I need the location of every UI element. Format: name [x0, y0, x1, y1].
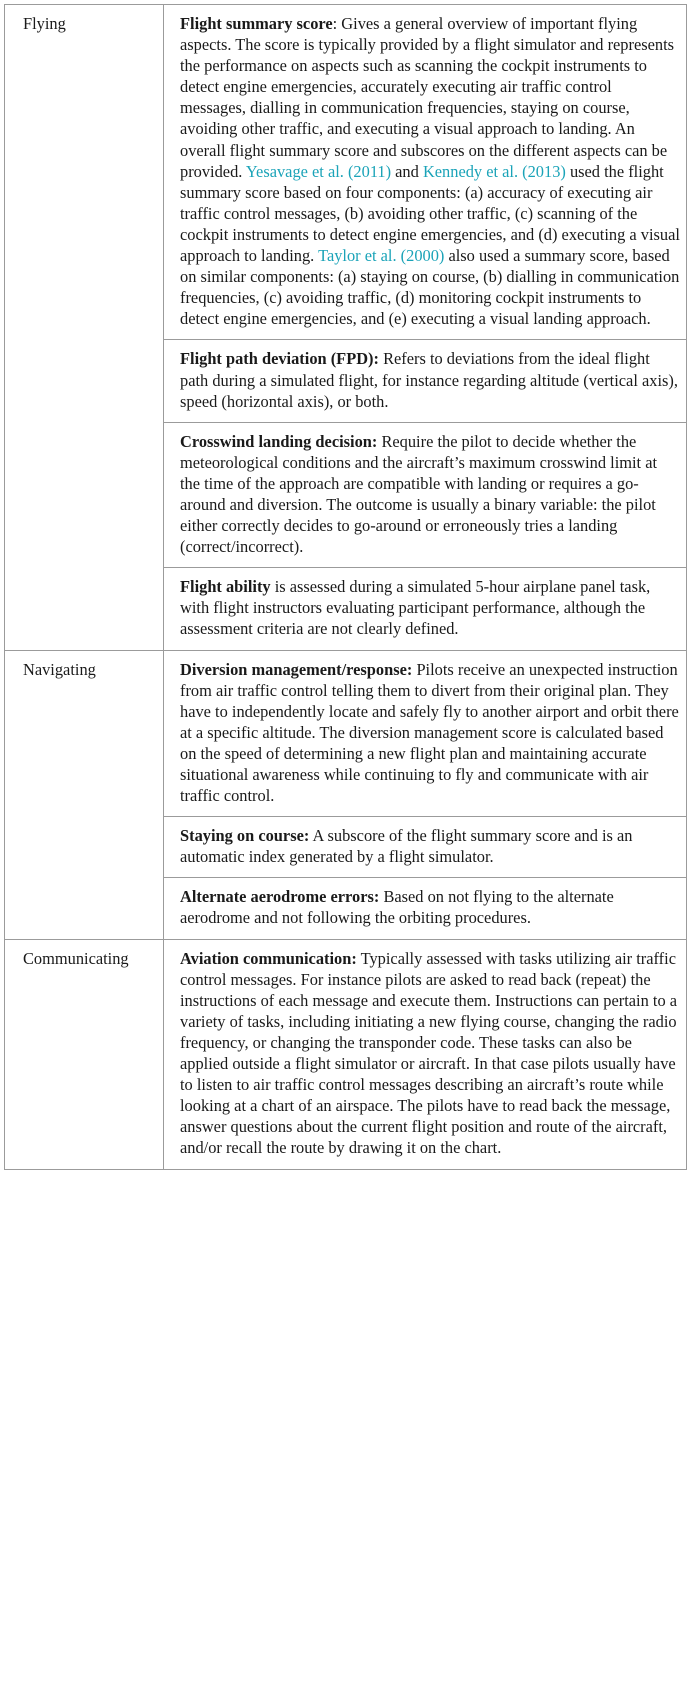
measure-cell-flight-ability	[164, 568, 687, 650]
measure-description: Pilots receive an unexpected instruction from air traffic control telling them to divert from their original plan. They have to independently locate and safely fly to another airport and orbit there at a specific altitude. The diversion management score is calculated based on the speed of determining a new flight plan and maintaining accurate situational awareness while continuing to fly and communicate with air traffic control.	[180, 659, 679, 806]
measure-term: Flight ability	[180, 577, 271, 597]
measure-cell-crosswind-landing-decision	[164, 422, 687, 568]
category-cell-flying	[5, 5, 164, 651]
measure-description: Based on not flying to the alternate aerodrome and not following the orbiting procedures.	[180, 887, 614, 928]
measure-cell-diversion-management	[164, 650, 687, 817]
measure-cell-aviation-communication	[164, 939, 687, 1169]
measure-description: A subscore of the flight summary score and is an automatic index generated by a flight simulator.	[180, 826, 633, 867]
measure-description: and	[391, 161, 423, 181]
measure-term: Flight path deviation (FPD):	[180, 349, 379, 369]
measure-term: Crosswind landing decision:	[180, 431, 378, 451]
measure-description: used the flight summary score based on four components: (a) accuracy of executing air traffic control messages, (b) avoiding other traffic, (c) scanning of the cockpit instruments to detect engine emergencies, and (d) executing a visual approach to landing.	[180, 161, 680, 266]
category-label: Navigating	[23, 659, 96, 679]
measure-cell-alternate-aerodrome-errors	[164, 878, 687, 939]
measure-term: Aviation communication:	[180, 948, 357, 968]
category-cell-navigating	[5, 650, 164, 939]
measure-cell-flight-path-deviation	[164, 340, 687, 422]
table-row	[5, 650, 687, 817]
category-label: Communicating	[23, 948, 129, 968]
measure-description: also used a summary score, based on similar components: (a) staying on course, (b) dialling in communication frequencies, (c) avoiding traffic, (d) monitoring cockpit instruments to detect engine emergencies, and (e) executing a visual landing approach.	[180, 246, 680, 329]
measure-term: Diversion management/response:	[180, 659, 413, 679]
category-label: Flying	[23, 14, 66, 33]
measure-description: Require the pilot to decide whether the meteorological conditions and the aircraft’s maximum crosswind limit at the time of the approach are compatible with landing or requires a go-around and diversion. The outcome is usually a binary variable: the pilot either correctly decides to go-around or erroneously tries a landing (correct/incorrect).	[180, 431, 658, 557]
table-row	[5, 5, 687, 340]
measure-description: Refers to deviations from the ideal flight path during a simulated flight, for instance regarding altitude (vertical axis), speed (horizontal axis), or both.	[180, 349, 678, 411]
measure-term: Staying on course:	[180, 826, 310, 846]
reference-link-yesavage-2011[interactable]: Yesavage et al. (2011)	[245, 161, 392, 181]
measure-description: Typically assessed with tasks utilizing air traffic control messages. For instance pilots are asked to read back (repeat) the instructions of each message and execute them. Instructions can pertain to a variety of tasks, including initiating a new flying course, changing the radio frequency, or changing the transponder code. These tasks can also be applied outside a flight simulator or aircraft. In that case pilots usually have to listen to air traffic control messages describing an aircraft’s route while looking at a chart of an airspace. The pilots have to read back the message, answer questions about the current flight position and route of the aircraft, and/or recall the route by drawing it on the chart.	[180, 948, 678, 1158]
category-cell-communicating	[5, 939, 164, 1169]
reference-link-kennedy-2013[interactable]: Kennedy et al. (2013)	[422, 161, 566, 181]
measure-term: Alternate aerodrome errors:	[180, 887, 380, 907]
reference-link-taylor-2000[interactable]: Taylor et al. (2000)	[318, 246, 445, 266]
measure-description: is assessed during a simulated 5-hour airplane panel task, with flight instructors evaluating participant performance, although the assessment criteria are not clearly defined.	[180, 577, 651, 639]
measure-cell-staying-on-course	[164, 817, 687, 878]
measure-term: Flight summary score	[180, 14, 333, 33]
table-row	[5, 939, 687, 1169]
measures-table	[4, 4, 687, 1170]
measure-description: : Gives a general overview of important flying aspects. The score is typically provided by a flight simulator and represents the performance on aspects such as scanning the cockpit instruments to detect engine emergencies, accurately executing air traffic control messages, dialling in communication frequencies, staying on course, avoiding other traffic, and executing a visual approach to landing. An overall flight summary score and subscores on the different aspects can be provided.	[180, 14, 675, 181]
measure-cell-flight-summary-score	[164, 5, 687, 340]
